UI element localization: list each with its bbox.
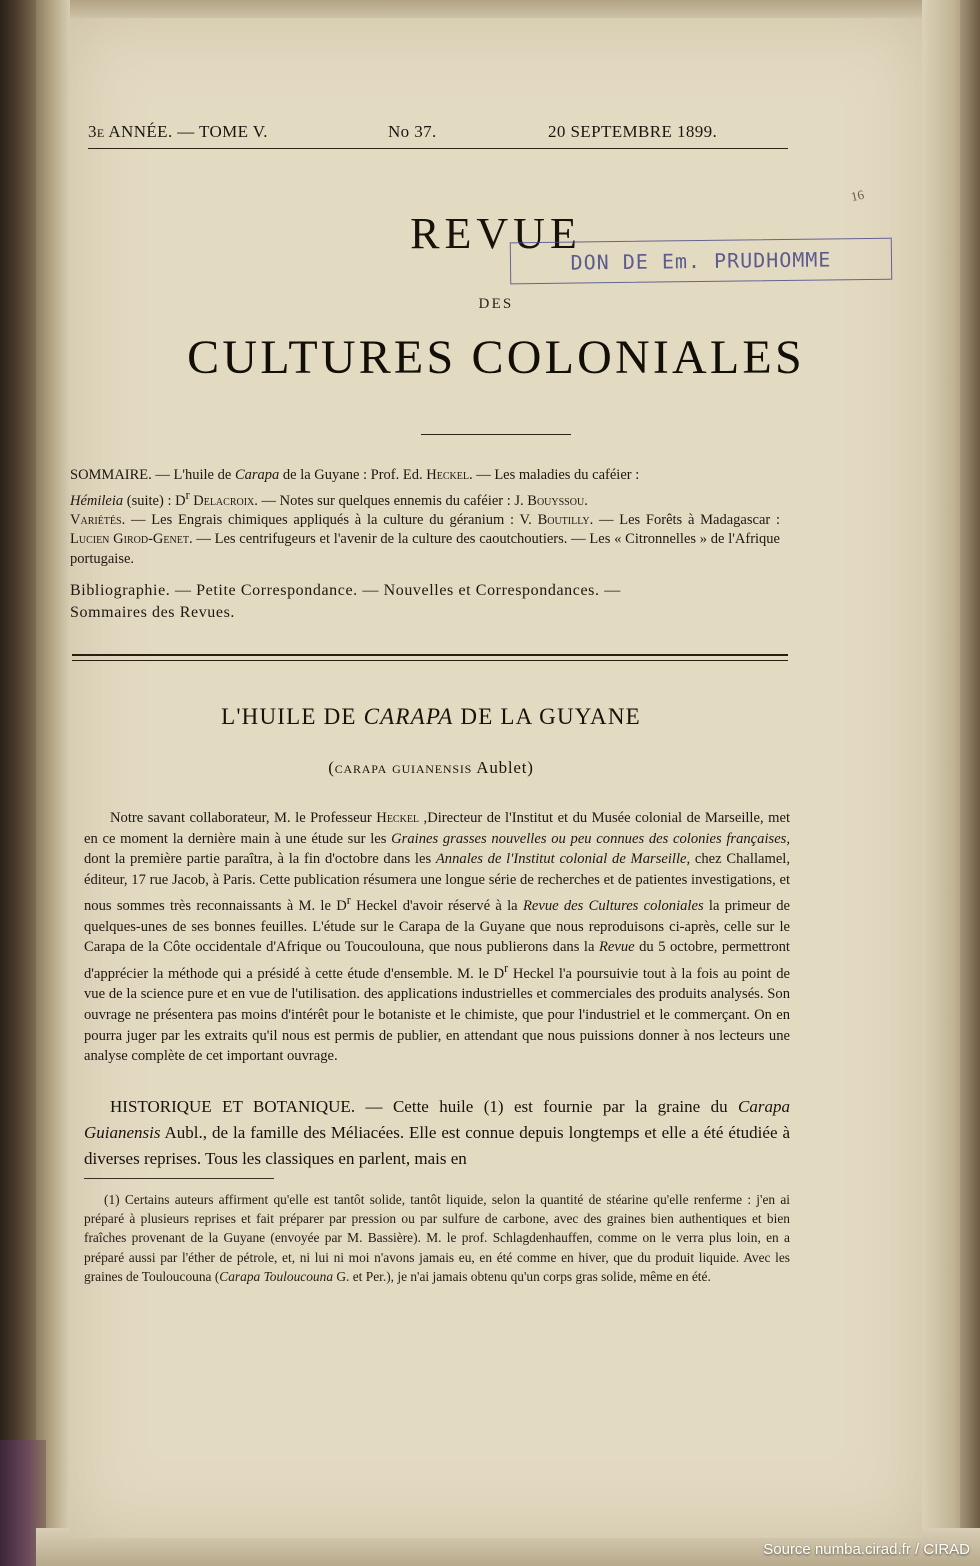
sommaire-block-line-1: Bibliographie. — Petite Correspondance. — Nouvelles et Correspondances. — [70,582,621,600]
masthead-issue-number: No 37. [388,122,437,141]
sommaire-line-3 [70,511,780,570]
sommaire-block-line-2: Sommaires des Revues. [70,603,236,621]
donation-stamp: DON DE Em. PRUDHOMME [510,238,892,285]
article-paragraph-2 [84,1094,790,1172]
article-subtitle: (carapa guianensis Aublet) [328,758,534,777]
sommaire-varietes-label: Variétés. [70,511,126,528]
article-section-label: HISTORIQUE ET BOTANIQUE. [110,1097,356,1116]
book-right-outer-edge [960,0,980,1566]
book-gutter [36,0,70,1566]
scanned-page [70,18,922,1538]
masthead [88,122,788,142]
paragraph-text: HISTORIQUE ET BOTANIQUE. — Cette huile (1) est fournie par la graine du Carapa Guianensis Aubl., de la famille des Méliacées. Elle est connue depuis longtemps et elle a été étudiée à diverses reprises. Tous les classiques en parlent, mais en [84,1097,791,1168]
paragraph-text: Notre savant collaborateur, M. le Professeur Heckel ,Directeur de l'Institut et du Musée colonial de Marseille, met en ce moment la dernière main à une étude sur les Graines grasses nouvelles ou peu connues des colonies françaises, dont la première partie paraîtra, à la fin d'octobre dans les Annales de l'Institut colonial de Marseille, chez Challamel, éditeur, 17 rue Jacob, à Paris. Cette publication résumera une longue série de recherches et de patientes investigations, et nous sommes très reconnaissants à M. le $D^r$ Heckel d'avoir réservé à la Revue des Cultures coloniales la primeur de quelques-unes de ses bonnes feuilles. L'étude sur le Carapa de la Guyane que nous reproduisons ci-après, celle sur le Carapa de la Côte occidentale d'Afrique ou Toucoulouna, que nous publierons dans la Revue du 5 octobre, permettront d'apprécier la méthode qui a présidé à cette étude d'ensemble. M. le $D^r$ Heckel l'a poursuivie tout à la fois au point de vue de la science pure et en vue de l'utilisation. des applications industrielles et commerciales des produits analysés. Son ouvrage ne présentera pas moins d'intérêt pour le botaniste et le chimiste, que pour l'industriel et le commerçant. On en pourra juger par les extraits qu'il nous est permis de publier, en attendant que nous puissions donner à nos lecteurs une analyse complète de cet important ouvrage. [84,810,791,1065]
journal-title-main: CULTURES COLONIALES [187,331,805,384]
sommaire-line-2: Hémileia (suite) : $D^r$ Delacroix. — Notes sur quelques ennemis du caféier : J. Bouyssou. [70,487,588,509]
source-caption: Source numba.cirad.fr / CIRAD [763,1541,970,1558]
journal-title-revue: REVUE [410,209,582,258]
article-title: L'HUILE DE CARAPA DE LA GUYANE [221,704,641,729]
sommaire-block [70,466,780,622]
sommaire-entry-1: — L'huile de Carapa de la Guyane : Prof. Ed. Heckel. — Les maladies du caféier : [155,467,640,483]
article-footnote [84,1190,790,1286]
masthead-rule [88,148,788,149]
sommaire-label: SOMMAIRE. [70,467,152,483]
marginal-pencil-note: 16 [849,186,866,205]
journal-title-des: DES [478,296,514,312]
title-divider-rule [421,434,571,435]
masthead-date: 20 SEPTEMBRE 1899. [548,122,718,141]
footnote-text: (1) Certains auteurs affirment qu'elle est tantôt solide, tantôt liquide, selon la quantité de stéarine qu'elle renferme : j'en ai préparé à plusieurs reprises et fait préparer par pression ou par sulfure de carbone, avec des graines bien authentiques et bien fraîches provenant de la Guyane (envoyée par M. Bassière). M. le prof. Schlagdenhauffen, comme on le verra plus loin, en a préparé aussi par l'éther de pétrole, et, ni lui ni moi n'avons jamais eu, en été comme en hiver, que du produit liquide. Avec les graines de Touloucouna (Carapa Touloucouna G. et Per.), je n'ai jamais obtenu qu'un corps gras solide, même en été. [84,1192,790,1284]
sommaire-varietes-text: — Les Engrais chimiques appliqués à la culture du géranium : V. Boutilly. — Les Forêts à Madagascar : Lucien Girod-Genet. — Les centrifugeurs et l'avenir de la culture des caoutchoutiers. — Les « Citronnelles » de l'Afrique portugaise. [70,511,781,567]
article-paragraph-1 [84,808,790,1067]
book-left-dark-edge [0,0,36,1566]
section-rule-thin [72,660,788,661]
sommaire-line-1 [70,466,780,486]
masthead-year-volume: 3e ANNÉE. — TOME V. [88,122,268,141]
footnote-rule [84,1178,274,1179]
section-rule-thick [72,654,788,656]
